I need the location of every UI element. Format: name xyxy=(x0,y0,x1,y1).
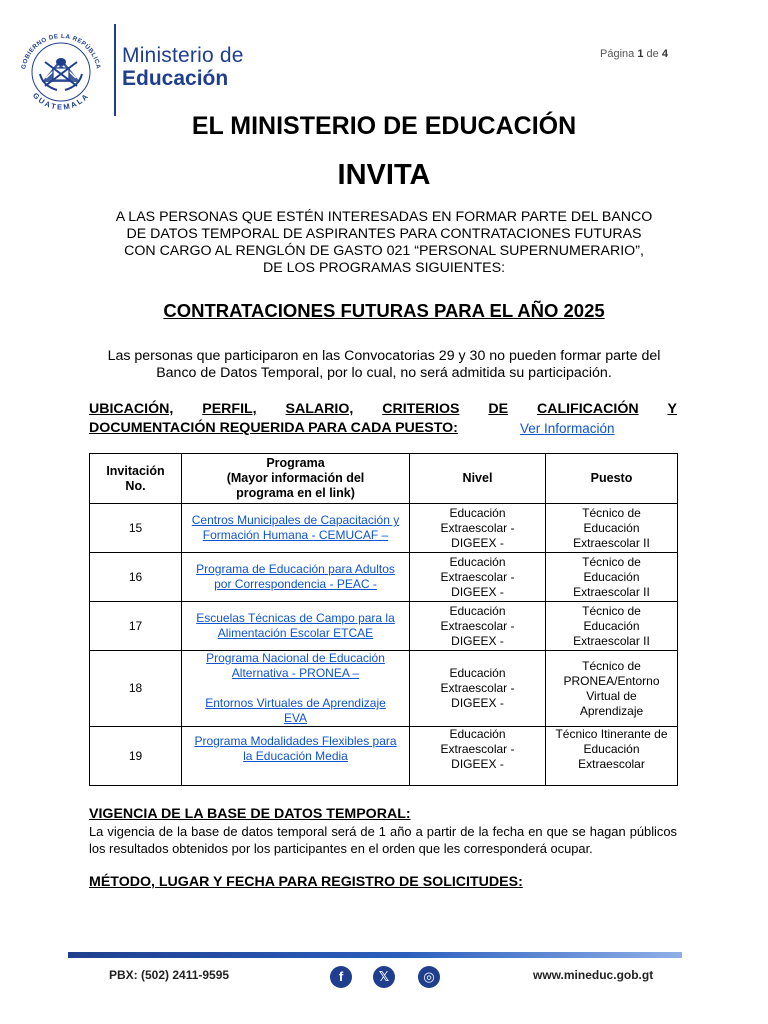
header-divider xyxy=(114,24,116,116)
invita-heading: INVITA xyxy=(337,159,431,191)
coat-of-arms-seal xyxy=(12,22,110,120)
header-nivel: Nivel xyxy=(410,454,546,504)
cell-puesto: Técnico de Educación Extraescolar II xyxy=(546,504,678,553)
program-link-etcae[interactable]: Escuelas Técnicas de Campo para la Alimentación Escolar ETCAE xyxy=(196,611,395,640)
main-title: EL MINISTERIO DE EDUCACIÓN xyxy=(191,112,577,140)
table-header-row xyxy=(90,454,678,504)
cell-programa xyxy=(182,602,410,651)
seal-ring-top-text: GOBIERNO DE LA REPÚBLICA xyxy=(20,32,102,70)
cell-programa xyxy=(182,504,410,553)
x-icon[interactable]: 𝕏 xyxy=(373,966,395,988)
table-row xyxy=(90,553,678,602)
header-programa: Programa (Mayor información del programa en el link) xyxy=(182,454,410,504)
vigencia-paragraph: La vigencia de la base de datos temporal será de 1 año a partir de la fecha en que se hagan públicos los resultados obtenidos por los participantes en el orden que les corresponderá ocupar. xyxy=(89,824,677,856)
cell-nivel: Educación Extraescolar - DIGEEX - xyxy=(410,602,546,651)
cell-programa xyxy=(182,553,410,602)
instagram-icon[interactable]: ◎ xyxy=(418,966,440,988)
ministry-name-line1: Ministerio de xyxy=(122,44,244,67)
page-total: 4 xyxy=(661,48,668,60)
programs-table xyxy=(89,453,678,786)
heading-word: DE xyxy=(488,401,509,417)
program-link-pronea[interactable]: Programa Nacional de Educación Alternativa - PRONEA – xyxy=(206,651,385,680)
cell-nivel: Educación Extraescolar - DIGEEX - xyxy=(410,553,546,602)
metodo-heading: MÉTODO, LUGAR Y FECHA PARA REGISTRO DE SOLICITUDES: xyxy=(89,874,523,890)
cell-programa xyxy=(182,727,410,786)
intro-paragraph xyxy=(84,209,684,277)
footer-pbx: PBX: (502) 2411-9595 xyxy=(109,968,230,982)
cell-programa xyxy=(182,651,410,727)
program-link-peac[interactable]: Programa de Educación para Adultos por Correspondencia - PEAC - xyxy=(196,562,395,591)
header-invitacion: Invitación No. xyxy=(90,454,182,504)
ministry-name-line2: Educación xyxy=(122,67,229,90)
note-line: Las personas que participaron en las Convocatorias 29 y 30 no pueden formar parte del xyxy=(107,348,661,364)
cell-puesto: Técnico de PRONEA/Entorno Virtual de Aprendizaje xyxy=(546,651,678,727)
heading-line2: DOCUMENTACIÓN REQUERIDA PARA CADA PUESTO: xyxy=(89,420,458,436)
vigencia-heading: VIGENCIA DE LA BASE DE DATOS TEMPORAL: xyxy=(89,806,411,822)
ver-informacion-link[interactable]: Ver Información xyxy=(520,421,615,436)
page-of: de xyxy=(646,48,659,60)
cell-invitacion-no: 16 xyxy=(90,553,182,602)
footer-bar xyxy=(68,952,682,958)
table-row xyxy=(90,727,678,786)
participation-note xyxy=(84,348,684,382)
intro-line: CON CARGO AL RENGLÓN DE GASTO 021 “PERSONAL SUPERNUMERARIO”, xyxy=(124,243,644,259)
page-current: 1 xyxy=(637,48,644,60)
contrataciones-subtitle: CONTRATACIONES FUTURAS PARA EL AÑO 2025 xyxy=(163,300,605,321)
cell-nivel: Educación Extraescolar - DIGEEX - xyxy=(410,651,546,727)
intro-line: A LAS PERSONAS QUE ESTÉN INTERESADAS EN FORMAR PARTE DEL BANCO xyxy=(115,209,653,225)
page-label: Página xyxy=(600,48,635,60)
note-line: Banco de Datos Temporal, por lo cual, no será admitida su participación. xyxy=(156,365,612,381)
cell-puesto: Técnico de Educación Extraescolar II xyxy=(546,602,678,651)
cell-invitacion-no: 18 xyxy=(90,651,182,727)
heading-word: Y xyxy=(667,401,677,417)
header-puesto: Puesto xyxy=(546,454,678,504)
footer-website-link[interactable]: www.mineduc.gob.gt xyxy=(533,968,654,982)
facebook-icon[interactable]: f xyxy=(330,966,352,988)
seal-ring-bottom-text: GUATEMALA xyxy=(30,90,92,112)
intro-line: DE DATOS TEMPORAL DE ASPIRANTES PARA CONTRATACIONES FUTURAS xyxy=(126,226,642,242)
heading-word: CALIFICACIÓN xyxy=(536,401,639,417)
table-row xyxy=(90,651,678,727)
table-row xyxy=(90,602,678,651)
cell-puesto: Técnico Itinerante de Educación Extraescolar xyxy=(546,727,678,786)
cell-nivel: Educación Extraescolar - DIGEEX - xyxy=(410,727,546,786)
heading-word: PERFIL, xyxy=(202,401,257,417)
program-link-cemucaf[interactable]: Centros Municipales de Capacitación y Formación Humana - CEMUCAF – xyxy=(191,513,400,542)
table-row xyxy=(90,504,678,553)
cell-nivel: Educación Extraescolar - DIGEEX - xyxy=(410,504,546,553)
program-link-eva[interactable]: Entornos Virtuales de Aprendizaje EVA xyxy=(205,696,386,725)
heading-word: SALARIO, xyxy=(285,401,354,417)
intro-line: DE LOS PROGRAMAS SIGUIENTES: xyxy=(262,260,506,276)
program-link-modalidades-flexibles[interactable]: Programa Modalidades Flexibles para la Educación Media xyxy=(194,734,397,763)
cell-invitacion-no: 15 xyxy=(90,504,182,553)
cell-invitacion-no: 17 xyxy=(90,602,182,651)
page-number xyxy=(600,48,668,60)
cell-puesto: Técnico de Educación Extraescolar II xyxy=(546,553,678,602)
cell-invitacion-no: 19 xyxy=(90,727,182,786)
heading-word: CRITERIOS xyxy=(382,401,460,417)
heading-word: UBICACIÓN, xyxy=(89,401,174,417)
